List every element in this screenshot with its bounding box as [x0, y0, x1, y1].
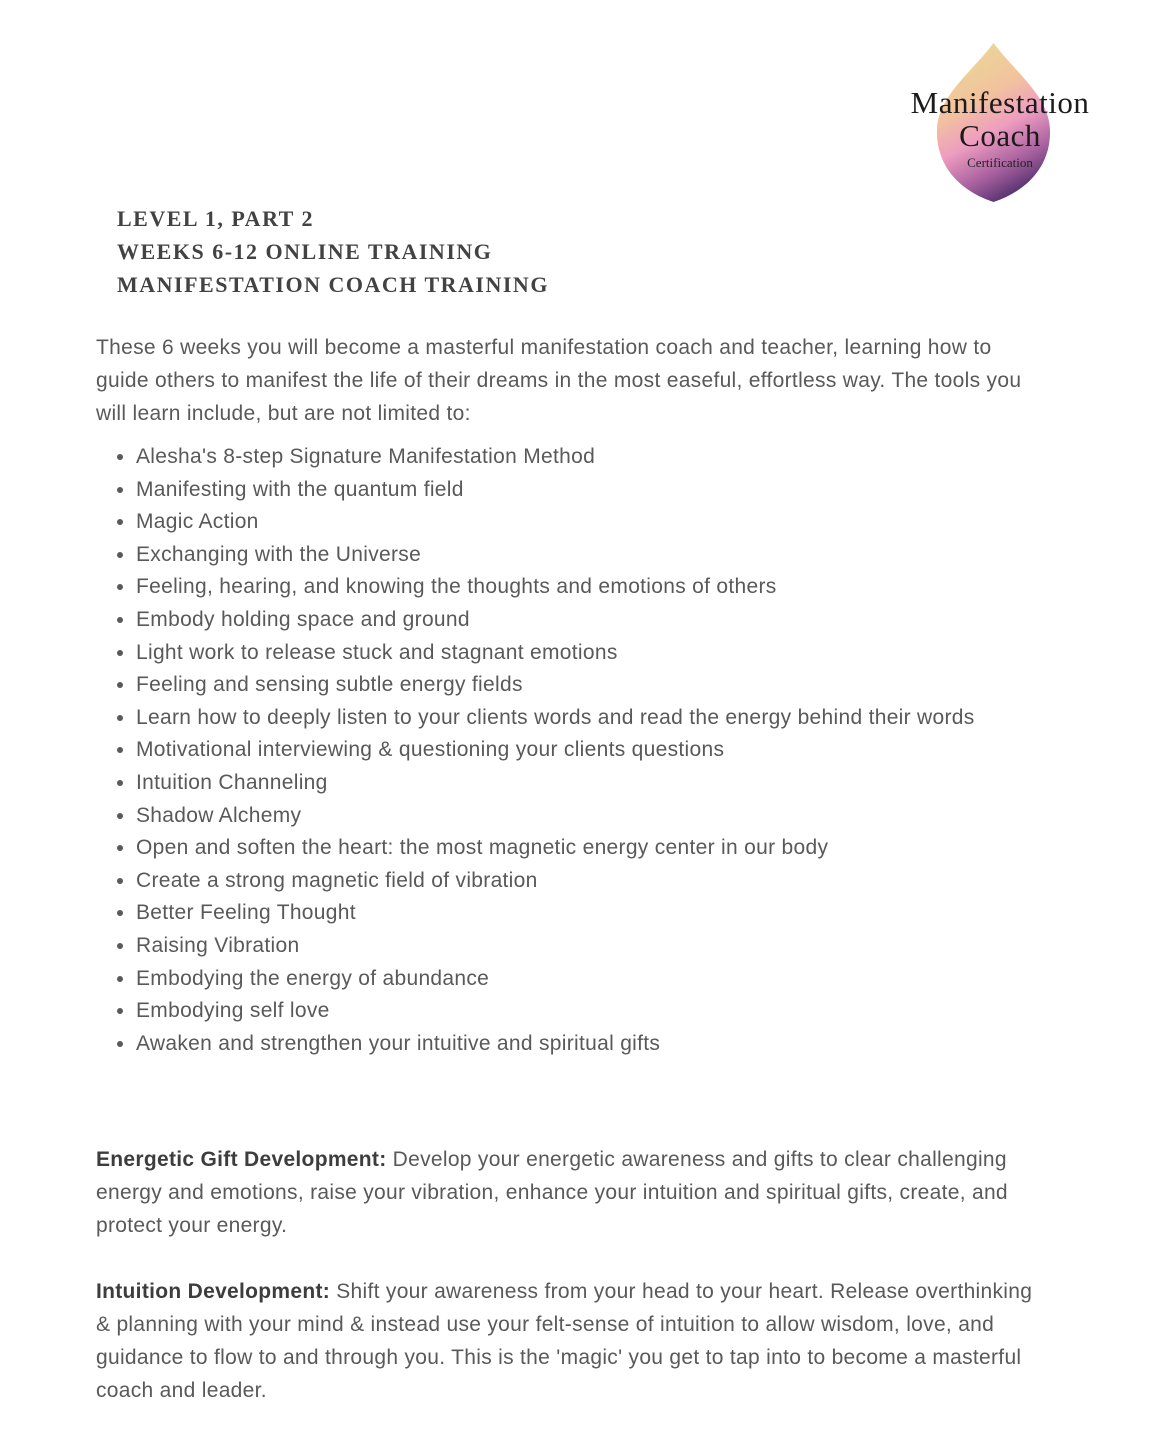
list-item: • Intuition Channeling	[136, 767, 1076, 800]
logo-subtitle: Certification	[967, 155, 1033, 170]
manifestation-coach-logo	[870, 40, 1130, 210]
section-label: Intuition Development:	[96, 1280, 331, 1303]
list-item: • Embodying self love	[136, 995, 1076, 1028]
section-text: Develop your energetic awareness and gifts to clear challenging energy and emotions, raise your vibration, enhance your intuition and spiritual gifts, create, and protect your energy.	[96, 1148, 1008, 1237]
list-item: • Magic Action	[136, 506, 1076, 539]
logo-text	[870, 86, 1130, 170]
tools-list	[96, 441, 1076, 1060]
list-item: • Motivational interviewing & questioning your clients questions	[136, 734, 1076, 767]
heading-line-training: MANIFESTATION COACH TRAINING	[117, 272, 549, 297]
list-item: • Exchanging with the Universe	[136, 539, 1076, 572]
list-item: • Open and soften the heart: the most magnetic energy center in our body	[136, 832, 1076, 865]
document-heading	[117, 202, 549, 301]
list-item: • Create a strong magnetic field of vibration	[136, 865, 1076, 898]
list-item: • Awaken and strengthen your intuitive and spiritual gifts	[136, 1028, 1076, 1061]
logo-title-line2: Coach	[959, 118, 1041, 153]
list-item: • Embody holding space and ground	[136, 604, 1076, 637]
intuition-development-paragraph	[96, 1275, 1046, 1407]
energetic-gift-development-paragraph	[96, 1143, 1046, 1242]
logo-title-line1: Manifestation	[910, 85, 1090, 120]
list-item: • Feeling, hearing, and knowing the thoughts and emotions of others	[136, 571, 1076, 604]
list-item: • Better Feeling Thought	[136, 897, 1076, 930]
list-item: • Light work to release stuck and stagnant emotions	[136, 637, 1076, 670]
list-item: • Learn how to deeply listen to your clients words and read the energy behind their words	[136, 702, 1076, 735]
list-item: • Shadow Alchemy	[136, 800, 1076, 833]
heading-line-level: LEVEL 1, PART 2	[117, 206, 314, 231]
list-item: • Feeling and sensing subtle energy fields	[136, 669, 1076, 702]
logo-title	[870, 86, 1130, 152]
list-item: • Raising Vibration	[136, 930, 1076, 963]
list-item: • Alesha's 8-step Signature Manifestation Method	[136, 441, 1076, 474]
intro-paragraph: These 6 weeks you will become a masterful manifestation coach and teacher, learning how to guide others to manifest the life of their dreams in the most easeful, effortless way. The tools you will learn include, but are not limited to:	[96, 336, 1022, 425]
section-label: Energetic Gift Development:	[96, 1148, 387, 1171]
heading-line-weeks: WEEKS 6-12 ONLINE TRAINING	[117, 239, 493, 264]
list-item: • Manifesting with the quantum field	[136, 474, 1076, 507]
list-item: • Embodying the energy of abundance	[136, 963, 1076, 996]
section-text: Shift your awareness from your head to your heart. Release overthinking & planning with your mind & instead use your felt-sense of intuition to allow wisdom, love, and guidance to flow to and through you. This is the 'magic' you get to tap into to become a masterful coach and leader.	[96, 1280, 1033, 1402]
